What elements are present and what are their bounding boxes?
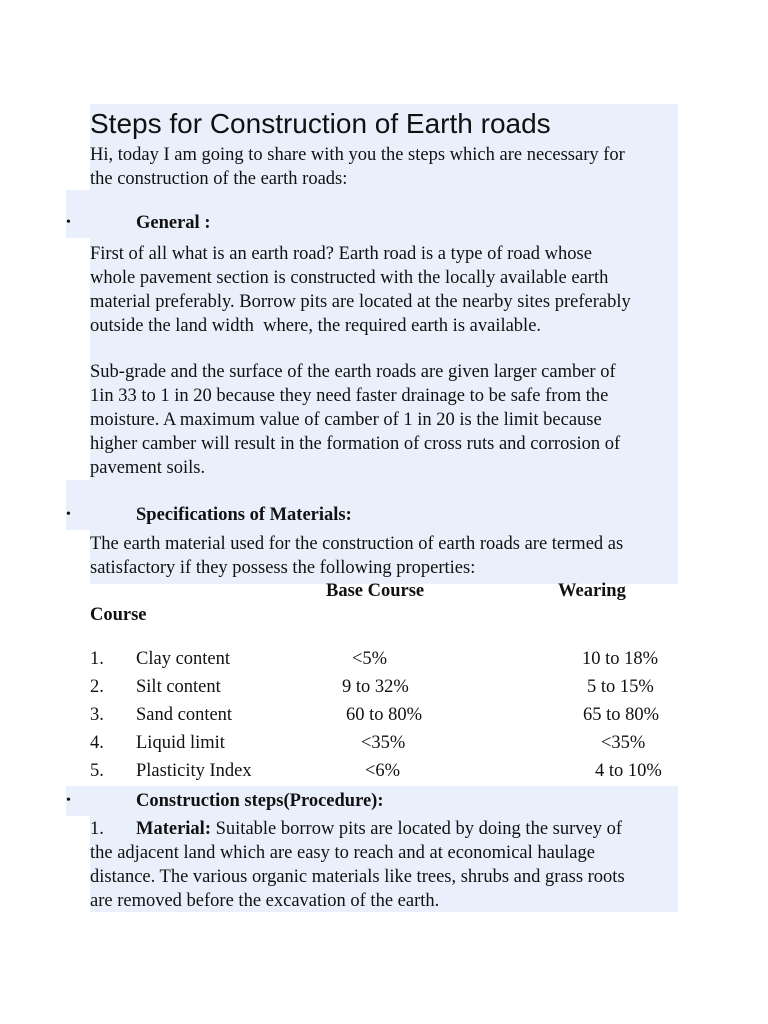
row-wearing-value: <35% <box>601 733 646 753</box>
row-wearing-value: 65 to 80% <box>583 705 660 725</box>
column-header-wearing: Wearing <box>558 581 626 601</box>
paragraph-line: Sub-grade and the surface of the earth roads are given larger camber of <box>90 362 616 382</box>
page-title: Steps for Construction of Earth roads <box>90 108 551 139</box>
step-label: Material: <box>136 819 211 839</box>
paragraph-line: 1in 33 to 1 in 20 because they need faster drainage to be safe from the <box>90 386 609 406</box>
section-heading-specs: Specifications of Materials: <box>136 505 352 525</box>
row-base-value: <5% <box>352 649 388 669</box>
step-line <box>136 817 622 841</box>
row-base-value: <6% <box>365 761 401 781</box>
row-base-value: <35% <box>361 733 406 753</box>
paragraph-line: the adjacent land which are easy to reach and at economical haulage <box>90 843 595 863</box>
row-property: Liquid limit <box>136 733 225 753</box>
paragraph-line: distance. The various organic materials like trees, shrubs and grass roots <box>90 867 625 887</box>
column-header-wearing-cont: Course <box>90 605 147 625</box>
paragraph-line: material preferably. Borrow pits are located at the nearby sites preferably <box>90 292 631 312</box>
bullet-icon: • <box>66 507 71 522</box>
row-property: Clay content <box>136 649 231 669</box>
step-number: 1. <box>90 819 104 839</box>
bullet-icon: • <box>66 793 71 808</box>
intro-line: Hi, today I am going to share with you the steps which are necessary for <box>90 145 625 165</box>
row-number: 2. <box>90 677 104 697</box>
paragraph-line: outside the land width where, the required earth is available. <box>90 316 542 336</box>
row-property: Silt content <box>136 677 221 697</box>
paragraph-line: moisture. A maximum value of camber of 1 in 20 is the limit because <box>90 410 602 430</box>
row-base-value: 9 to 32% <box>342 677 409 697</box>
row-number: 5. <box>90 761 104 781</box>
row-number: 4. <box>90 733 104 753</box>
paragraph-line: satisfactory if they possess the following properties: <box>90 558 476 578</box>
row-property: Sand content <box>136 705 233 725</box>
paragraph-line: are removed before the excavation of the earth. <box>90 891 440 911</box>
paragraph-line: higher camber will result in the formation of cross ruts and corrosion of <box>90 434 621 454</box>
row-wearing-value: 5 to 15% <box>587 677 654 697</box>
intro-line: the construction of the earth roads: <box>90 169 348 189</box>
section-heading-general: General : <box>136 213 211 233</box>
column-header-base: Base Course <box>326 581 425 601</box>
row-wearing-value: 4 to 10% <box>595 761 662 781</box>
row-number: 1. <box>90 649 104 669</box>
row-wearing-value: 10 to 18% <box>582 649 659 669</box>
step-text: Suitable borrow pits are located by doing the survey of <box>211 819 623 839</box>
paragraph-line: The earth material used for the construction of earth roads are termed as <box>90 534 624 554</box>
row-number: 3. <box>90 705 104 725</box>
row-property: Plasticity Index <box>136 761 252 781</box>
bullet-icon: • <box>66 215 71 230</box>
row-base-value: 60 to 80% <box>346 705 423 725</box>
paragraph-line: First of all what is an earth road? Earth road is a type of road whose <box>90 244 592 264</box>
section-heading-construction: Construction steps(Procedure): <box>136 791 384 811</box>
paragraph-line: whole pavement section is constructed with the locally available earth <box>90 268 609 288</box>
paragraph-line: pavement soils. <box>90 458 206 478</box>
